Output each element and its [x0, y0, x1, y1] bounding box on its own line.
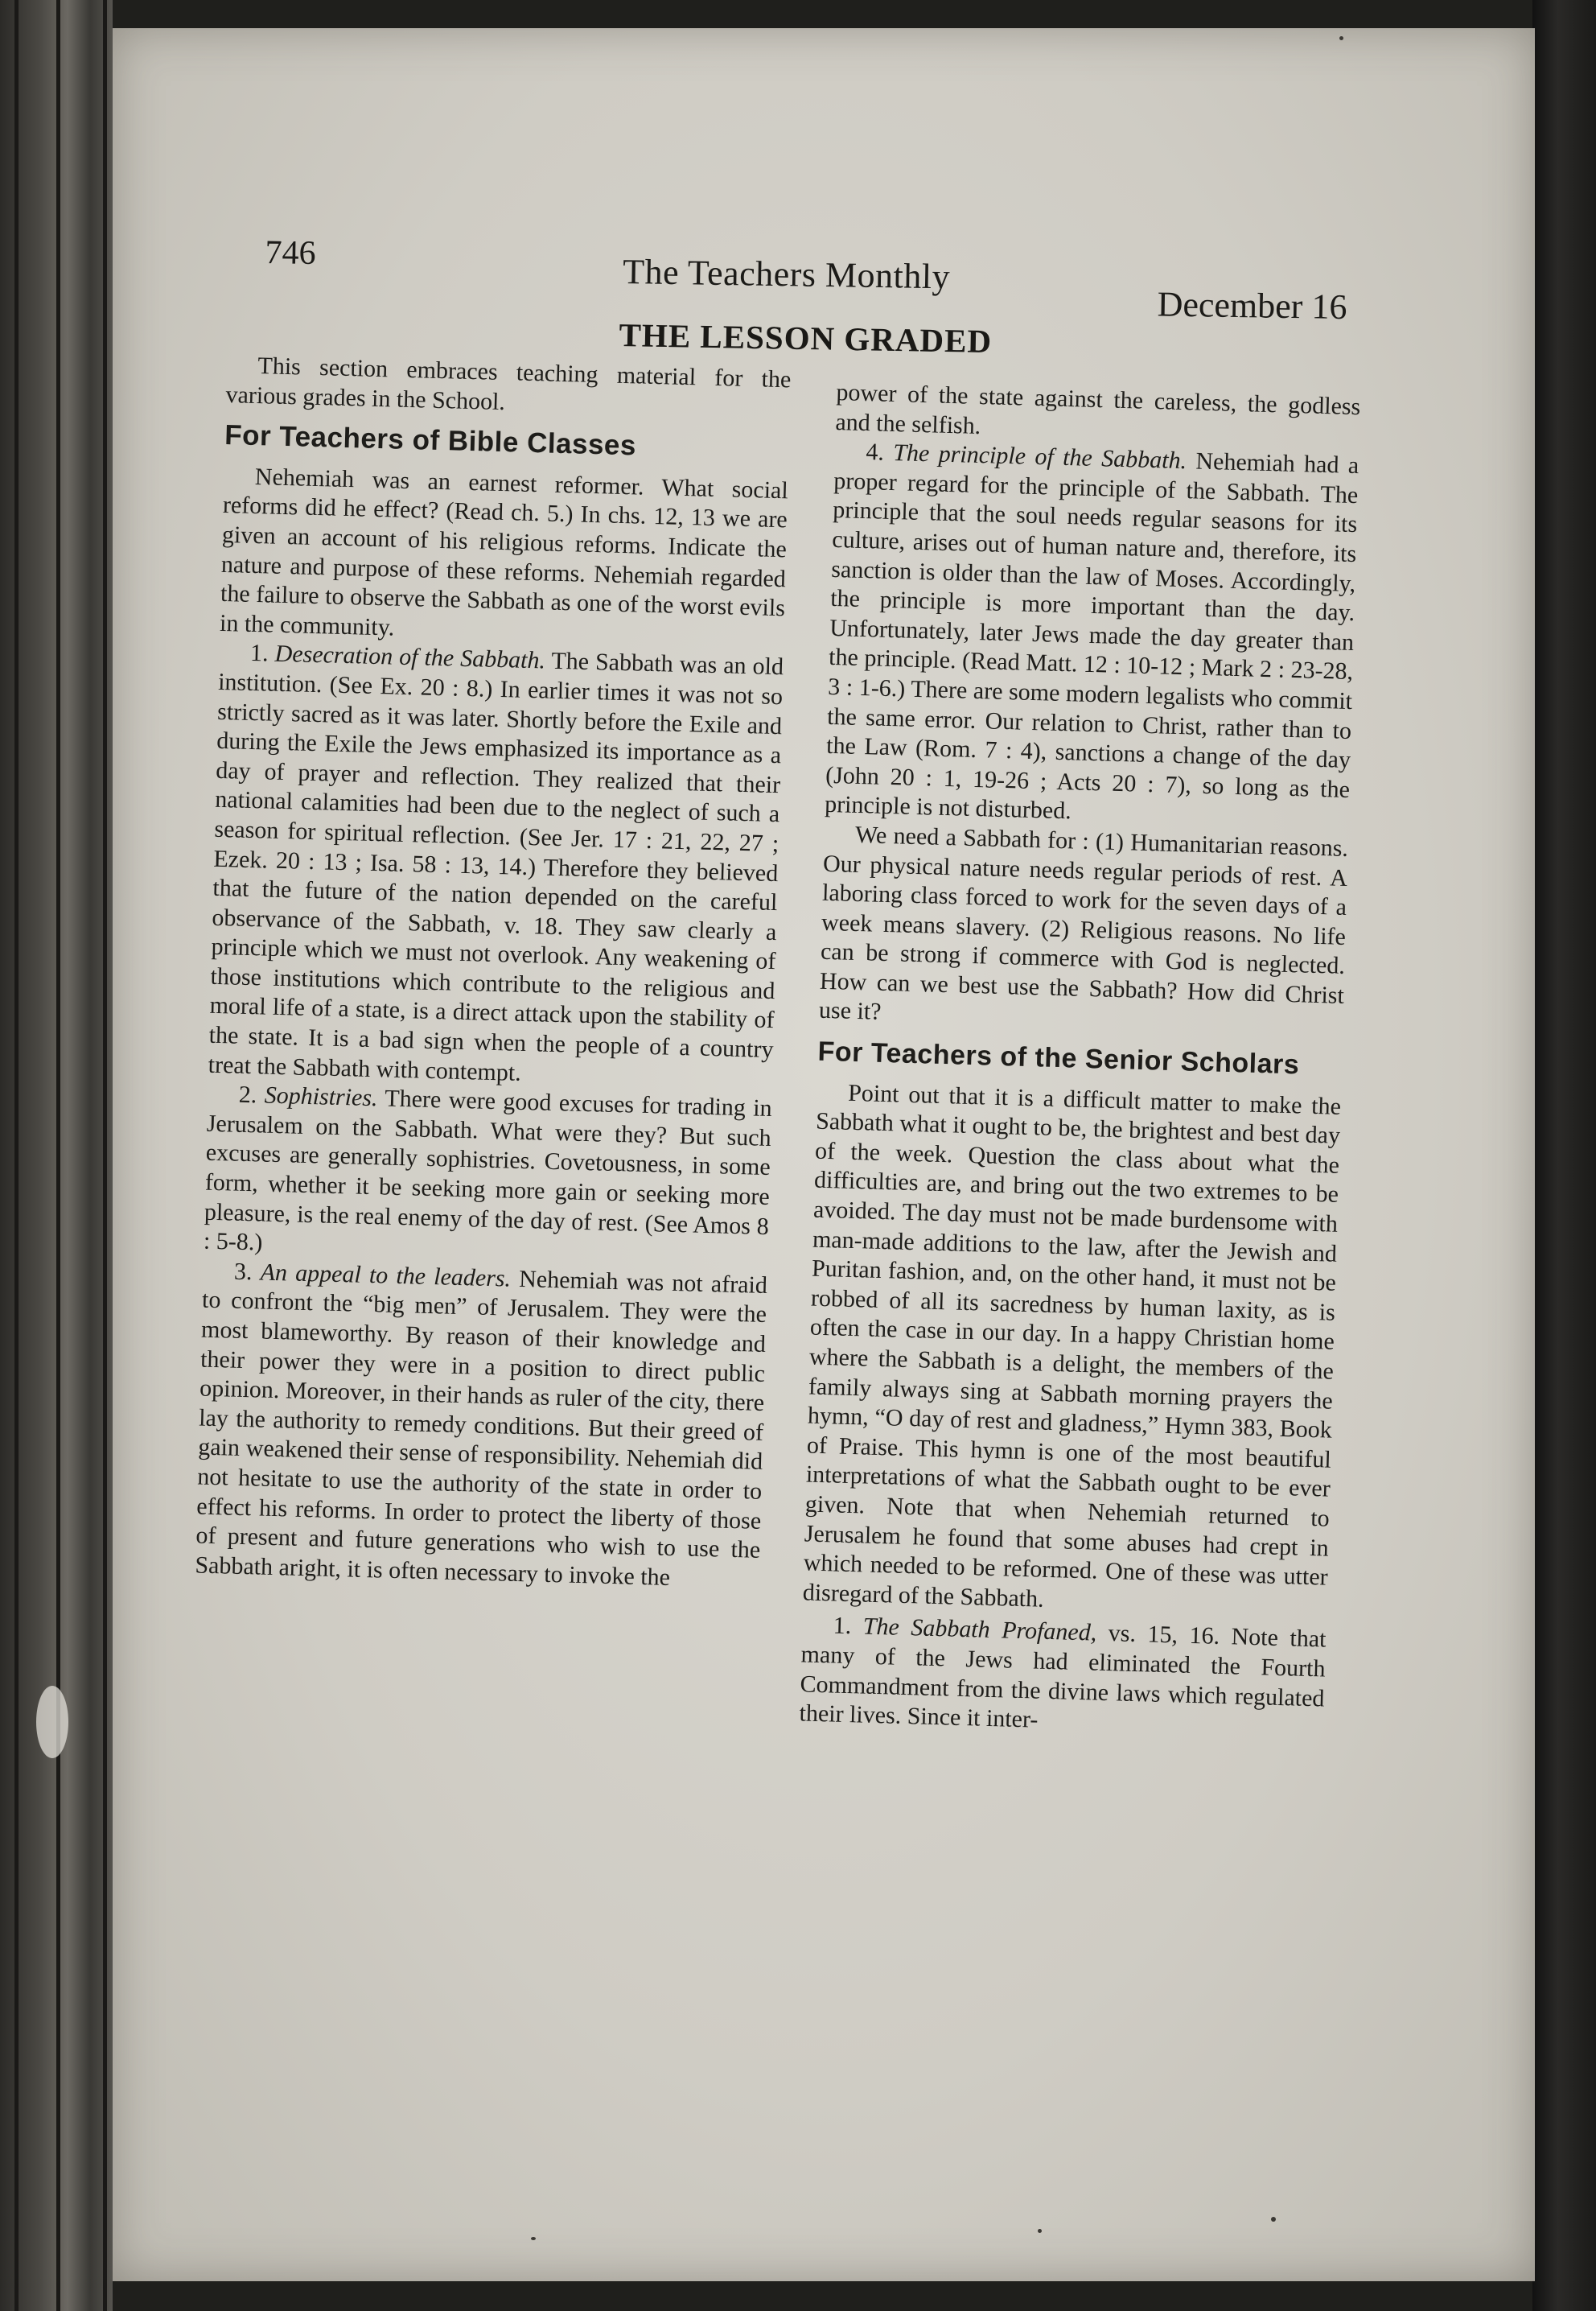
left-column: [195, 351, 792, 1595]
book-binding-edge: [0, 0, 113, 2311]
item-text: Nehemiah was not afraid to confront the “big men” of Jerusalem. They were the most blameworthy. By reason of their knowledge and their power they were in a position to direct public opinion. Moreover, in their hands as ruler of the city, there lay the authority to remedy conditions. But their greed of gain weakened their sense of responsibility. Nehemiah did not hesitate to use the authority of the state in order to effect his reforms. In order to protect the liberty of those of present and future generations who wish to use the Sabbath aright, it is often necessary to invoke the: [195, 1265, 768, 1591]
paper-speck: [531, 2237, 536, 2240]
intro-paragraph: This section embraces teaching material for the various grades in the School.: [225, 352, 792, 415]
item-title: Desecration of the Sabbath.: [274, 641, 546, 674]
binding-crease: [56, 0, 60, 2311]
paragraph-profaned: [799, 1611, 1327, 1744]
binding-crease: [103, 0, 107, 2311]
paragraph-reformer: Nehemiah was an earnest reformer. What social reforms did he effect? (Read ch. 5.) In chs. 12, 13 we are given an account of his religious reforms. Indicate the nature and purpose of these reforms. Nehemiah regarded the failure to observe the Sabbath as one of the worst evils in the community.: [219, 463, 789, 641]
item-number: 1.: [249, 640, 269, 667]
item-text: Nehemiah had a proper regard for the principle of the Sabbath. The principle that the soul needs regular seasons for its culture, arises out of human nature and, therefore, its sanction is older than the law of Moses. Accordingly, the principle is more important than the day. Unfortunately, later Jews made the day greater than the principle. (Read Matt. 12 : 10-12 ; Mark 2 : 23-28, 3 : 1-6.) There are some modern legalists who commit the same error. Our relation to Christ, rather than to the Law (Rom. 7 : 4), sanctions a change of the day (John 20 : 1, 19-26 ; Acts 20 : 7), so long as the principle is not disturbed.: [824, 447, 1359, 825]
item-title: The principle of the Sabbath.: [892, 439, 1187, 475]
paper-speck: [1339, 36, 1343, 40]
page-number: 746: [265, 233, 316, 272]
subhead-senior-scholars: For Teachers of the Senior Scholars: [817, 1036, 1300, 1081]
paragraph-sophistries: [204, 1080, 773, 1271]
item-number: 4.: [865, 439, 885, 466]
paper-stain: [36, 1686, 68, 1758]
item-number: 1.: [833, 1612, 852, 1640]
item-title: An appeal to the leaders.: [260, 1258, 512, 1292]
paragraph-reasons: We need a Sabbath for : (1) Humanitarian reasons. Our physical nature needs regular periods of rest. A laboring class forced to work for the seven days of a week means slavery. (2) Religious reasons. No life can be strong if commerce with God is neglected. How can we best use the Sabbath? How did Christ use it?: [818, 821, 1349, 1026]
item-text: There were good excuses for trading in Jerusalem on the Sabbath. What were they? But such excuses are generally sophistries. Covetousness, in some form, whether it be seeking more gain or seeking more pleasure, is the real enemy of the day of rest. (See Amos 8 : 5-8.): [203, 1085, 773, 1256]
continued-paragraph: power of the state against the careless, the godless and the selfish.: [835, 378, 1361, 439]
binding-crease: [14, 0, 19, 2311]
subhead-bible-classes: For Teachers of Bible Classes: [224, 419, 637, 462]
paper-speck: [1271, 2217, 1276, 2222]
item-title: Sophistries.: [264, 1081, 378, 1112]
header-date: December 16: [1157, 284, 1347, 327]
paragraph-appeal: [195, 1256, 767, 1595]
item-number: 2.: [238, 1081, 257, 1109]
running-title: The Teachers Monthly: [622, 251, 951, 297]
item-text: The Sabbath was an old institution. (See Ex. 20 : 8.) In earlier times it was not so strictly sacred as it was later. Shortly before the Exile and during the Exile the Jews emphasized its importance as a day of prayer and reflection. They realized that their national calamities had been due to the neglect of such a season for spiritual reflection. (See Jer. 17 : 21, 22, 27 ; Ezek. 20 : 13 ; Isa. 58 : 13, 14.) Therefore they believed that the future of the nation depended on the careful observance of the Sabbath, v. 18. They saw clearly a principle which we must not overlook. Any weakening of those institutions which contribute to the religious and moral life of a state, is a direct attack upon the stability of the state. It is a bad sign when the people of a country treat the Sabbath with contempt.: [208, 647, 784, 1086]
paper-speck: [1038, 2229, 1042, 2233]
paragraph-principle: [825, 437, 1359, 834]
item-title: The Sabbath Profaned,: [862, 1613, 1097, 1646]
right-column: [799, 378, 1361, 1743]
section-title: THE LESSON GRADED: [619, 315, 993, 360]
item-number: 3.: [233, 1258, 253, 1286]
adjacent-page-edge: [1532, 0, 1596, 2311]
item-text: vs. 15, 16. Note that many of the Jews had eliminated the Fourth Commandment from the divine laws which regulated their lives. Since it inter-: [799, 1619, 1327, 1733]
paragraph-senior: Point out that it is a difficult matter to make the Sabbath what it ought to be, the brightest and best day of the week. Question the class about what the difficulties are, and bring out the two extremes to be avoided. The day must not be made burdensome with man-made additions to the law, after the Jewish and Puritan fashion, and, on the other hand, it must not be robbed of all its sacredness by human laxity, as is often the case in our day. In a happy Christian home where the Sabbath is a delight, the members of the family always sing at Sabbath morning prayers the hymn, “O day of rest and gladness,” Hymn 383, Book of Praise. This hymn is one of the most beautiful interpretations of what the Sabbath ought to be ever given. Note that when Nehemiah returned to Jerusalem he found that some abuses had crept in which needed to be reformed. One of these was utter disregard of the Sabbath.: [802, 1079, 1342, 1613]
paragraph-desecration: [208, 638, 784, 1094]
